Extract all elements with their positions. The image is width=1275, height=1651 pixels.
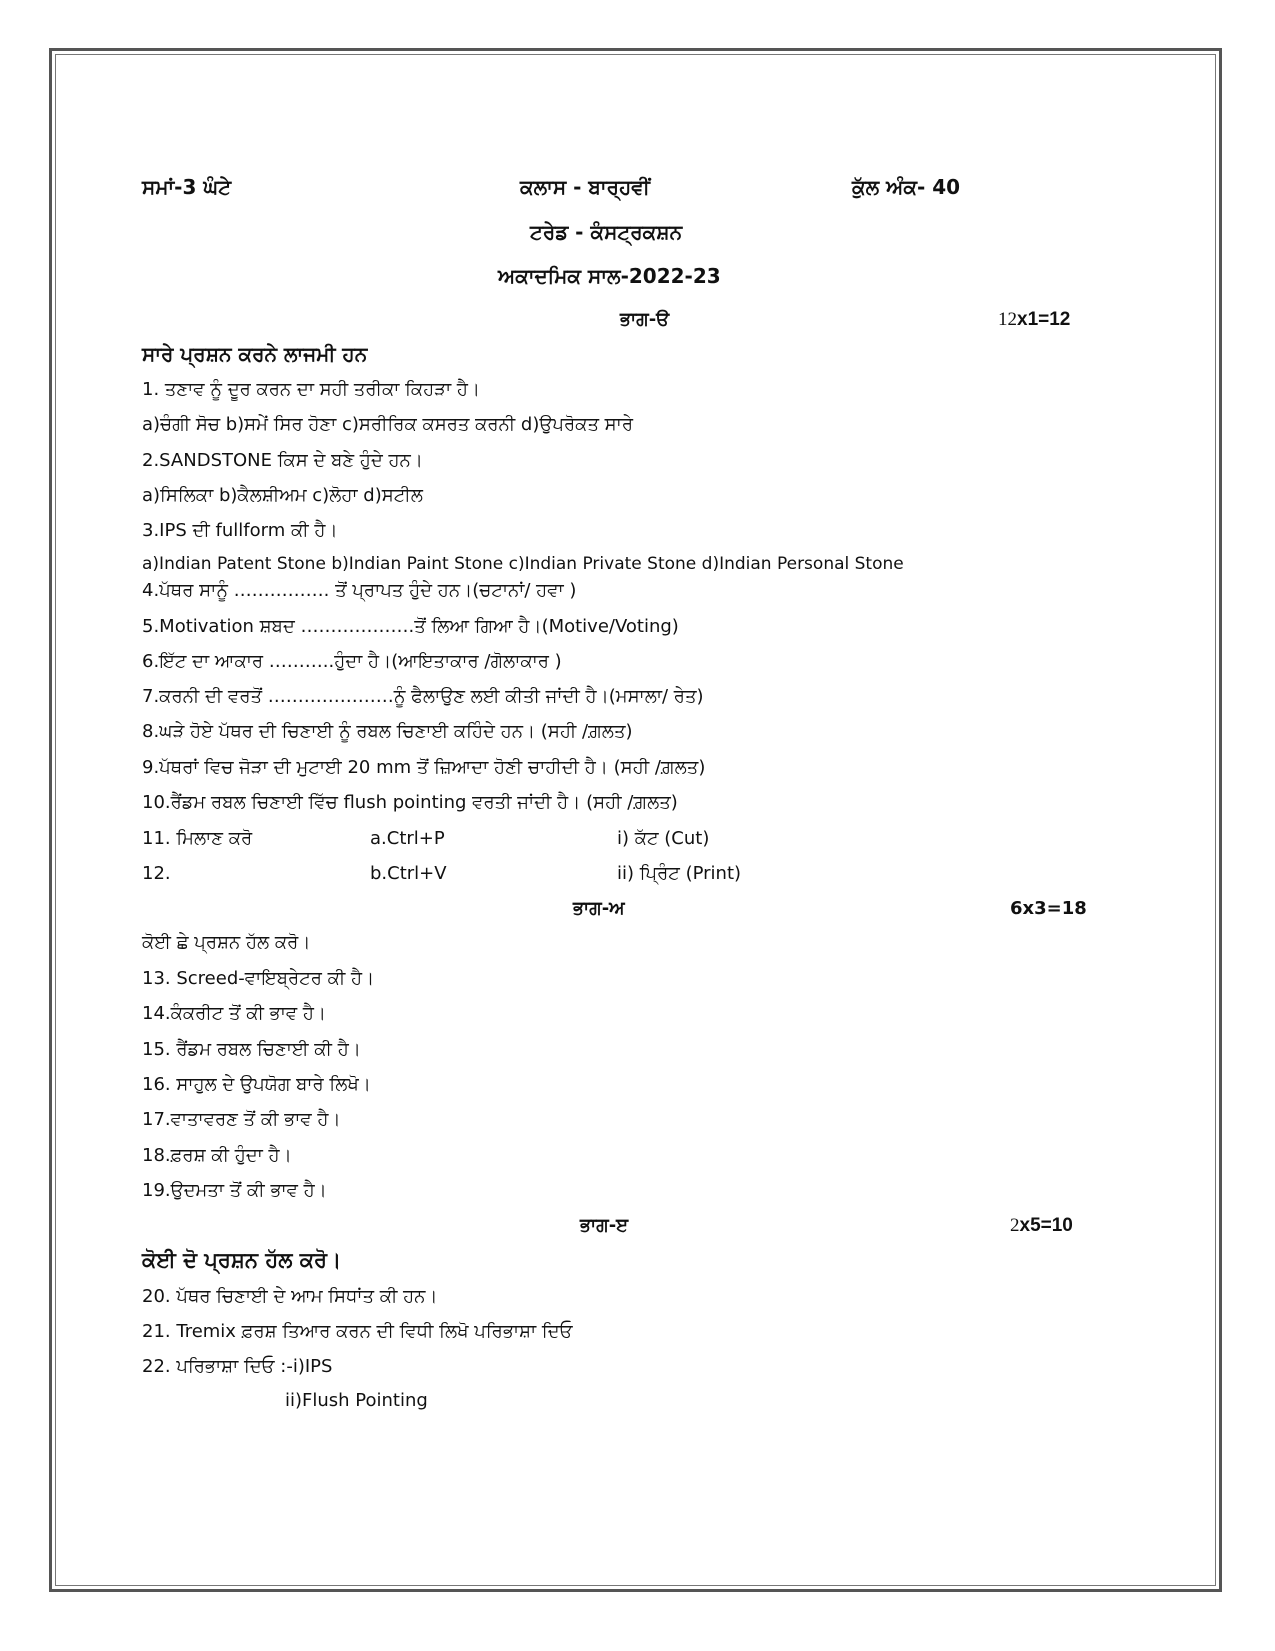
question-line: 19.ਉਦਮਤਾ ਤੋਂ ਕੀ ਭਾਵ ਹੈ।: [142, 1180, 327, 1201]
question-line: 4.ਪੱਥਰ ਸਾਨੂੰ ……………. ਤੋਂ ਪ੍ਰਾਪਤ ਹੁੰਦੇ ਹਨ।(ਚਟਾਨਾਂ/ ਹਵਾ ): [142, 580, 577, 601]
exam-class: ਕਲਾਸ - ਬਾਰ੍ਹਵੀਂ: [520, 175, 650, 199]
question-line: a)ਸਿਲਿਕਾ b)ਕੈਲਸ਼ੀਅਮ c)ਲੋਹਾ d)ਸਟੀਲ: [142, 485, 423, 506]
question-line: 13. Screed-ਵਾਇਬ੍ਰੇਟਰ ਕੀ ਹੈ।: [142, 968, 375, 989]
match-right-item: i) ਕੱਟ (Cut): [617, 828, 710, 849]
question-line: 7.ਕਰਨੀ ਦੀ ਵਰਤੋਂ …………………ਨੂੰ ਫੈਲਾਉਣ ਲਈ ਕੀਤੀ ਜਾਂਦੀ ਹੈ।(ਮਸਾਲਾ/ ਰੇਤ): [142, 686, 704, 707]
question-line: 14.ਕੰਕਰੀਟ ਤੋਂ ਕੀ ਭਾਵ ਹੈ।: [142, 1003, 327, 1024]
question-line: 1. ਤਣਾਵ ਨੂੰ ਦੂਰ ਕਰਨ ਦਾ ਸਹੀ ਤਰੀਕਾ ਕਿਹੜਾ ਹੈ।: [142, 379, 481, 400]
exam-total-marks: ਕੁੱਲ ਅੰਕ- 40: [852, 175, 961, 199]
question-line: 3.IPS ਦੀ fullform ਕੀ ਹੈ।: [142, 520, 338, 541]
section-c-title: ਭਾਗ-ੲ: [580, 1215, 629, 1236]
match-question-12: 12.: [142, 863, 171, 884]
match-question-11: 11. ਮਿਲਾਣ ਕਰੋ: [142, 828, 253, 849]
question-line: 10.ਰੈਂਡਮ ਰਬਲ ਚਿਣਾਈ ਵਿੱਚ flush pointing ਵਰਤੀ ਜਾਂਦੀ ਹੈ। (ਸਹੀ /ਗ਼ਲਤ): [142, 792, 678, 813]
exam-time: ਸਮਾਂ-3 ਘੰਟੇ: [142, 175, 232, 199]
section-a-title: ਭਾਗ-ੳ: [620, 309, 670, 330]
question-line: 22. ਪਰਿਭਾਸ਼ਾ ਦਿਓ :-i)IPS: [142, 1356, 333, 1377]
question-line: 15. ਰੈਂਡਮ ਰਬਲ ਚਿਣਾਈ ਕੀ ਹੈ।: [142, 1039, 361, 1060]
question-line: ii)Flush Pointing: [285, 1390, 428, 1411]
section-a-instruction: ਸਾਰੇ ਪ੍ਰਸ਼ਨ ਕਰਨੇ ਲਾਜਮੀ ਹਨ: [142, 342, 368, 366]
question-line: 20. ਪੱਥਰ ਚਿਣਾਈ ਦੇ ਆਮ ਸਿਧਾਂਤ ਕੀ ਹਨ।: [142, 1286, 438, 1307]
section-c-instruction: ਕੋਈ ਦੋ ਪ੍ਰਸ਼ਨ ਹੱਲ ਕਰੋ।: [142, 1248, 342, 1272]
match-right-item: ii) ਪ੍ਰਿੰਟ (Print): [617, 863, 742, 884]
exam-trade: ਟਰੇਡ - ਕੰਸਟ੍ਰਕਸ਼ਨ: [530, 220, 683, 244]
question-line: 5.Motivation ਸ਼ਬਦ ……………….ਤੋਂ ਲਿਆ ਗਿਆ ਹੈ।(Motive/Voting): [142, 616, 679, 637]
question-line: 21. Tremix ਫ਼ਰਸ਼ ਤਿਆਰ ਕਰਨ ਦੀ ਵਿਧੀ ਲਿਖੋ ਪਰਿਭਾਸ਼ਾ ਦਿਓ: [142, 1321, 573, 1342]
section-b-title: ਭਾਗ-ਅ: [573, 898, 625, 919]
match-left-item: b.Ctrl+V: [370, 863, 447, 884]
question-line: 16. ਸਾਹੁਲ ਦੇ ਉਪਯੋਗ ਬਾਰੇ ਲਿਖੋ।: [142, 1074, 371, 1095]
section-a-marks: 12x1=12: [998, 309, 1071, 330]
question-line: 9.ਪੱਥਰਾਂ ਵਿਚ ਜੋੜਾ ਦੀ ਮੁਟਾਈ 20 mm ਤੋਂ ਜ਼ਿਆਦਾ ਹੋਣੀ ਚਾਹੀਦੀ ਹੈ। (ਸਹੀ /ਗ਼ਲਤ): [142, 757, 706, 778]
question-line: 2.SANDSTONE ਕਿਸ ਦੇ ਬਣੇ ਹੁੰਦੇ ਹਨ।: [142, 450, 423, 471]
section-b-instruction: ਕੋਈ ਛੇ ਪ੍ਰਸ਼ਨ ਹੱਲ ਕਰੋ।: [142, 932, 311, 953]
section-c-marks: 2x5=10: [1010, 1215, 1073, 1236]
section-b-marks: 6x3=18: [1010, 898, 1087, 919]
question-line: a)ਚੰਗੀ ਸੋਚ b)ਸਮੇਂ ਸਿਰ ਹੋਣਾ c)ਸਰੀਰਿਕ ਕਸਰਤ ਕਰਨੀ d)ਉਪਰੋਕਤ ਸਾਰੇ: [142, 414, 633, 435]
question-line: 17.ਵਾਤਾਵਰਣ ਤੋਂ ਕੀ ਭਾਵ ਹੈ।: [142, 1109, 341, 1130]
question-line: a)Indian Patent Stone b)Indian Paint Stone c)Indian Private Stone d)Indian Personal Stone: [142, 554, 904, 574]
match-left-item: a.Ctrl+P: [370, 828, 445, 849]
question-line: 18.ਫ਼ਰਸ਼ ਕੀ ਹੁੰਦਾ ਹੈ।: [142, 1145, 292, 1166]
question-line: 6.ਇੱਟ ਦਾ ਆਕਾਰ ………..ਹੁੰਦਾ ਹੈ।(ਆਇਤਾਕਾਰ /ਗੋਲਾਕਾਰ ): [142, 651, 562, 672]
exam-session: ਅਕਾਦਮਿਕ ਸਾਲ-2022-23: [498, 264, 721, 288]
question-line: 8.ਘੜੇ ਹੋਏ ਪੱਥਰ ਦੀ ਚਿਣਾਈ ਨੂੰ ਰਬਲ ਚਿਣਾਈ ਕਹਿੰਦੇ ਹਨ। (ਸਹੀ /ਗ਼ਲਤ): [142, 721, 633, 742]
